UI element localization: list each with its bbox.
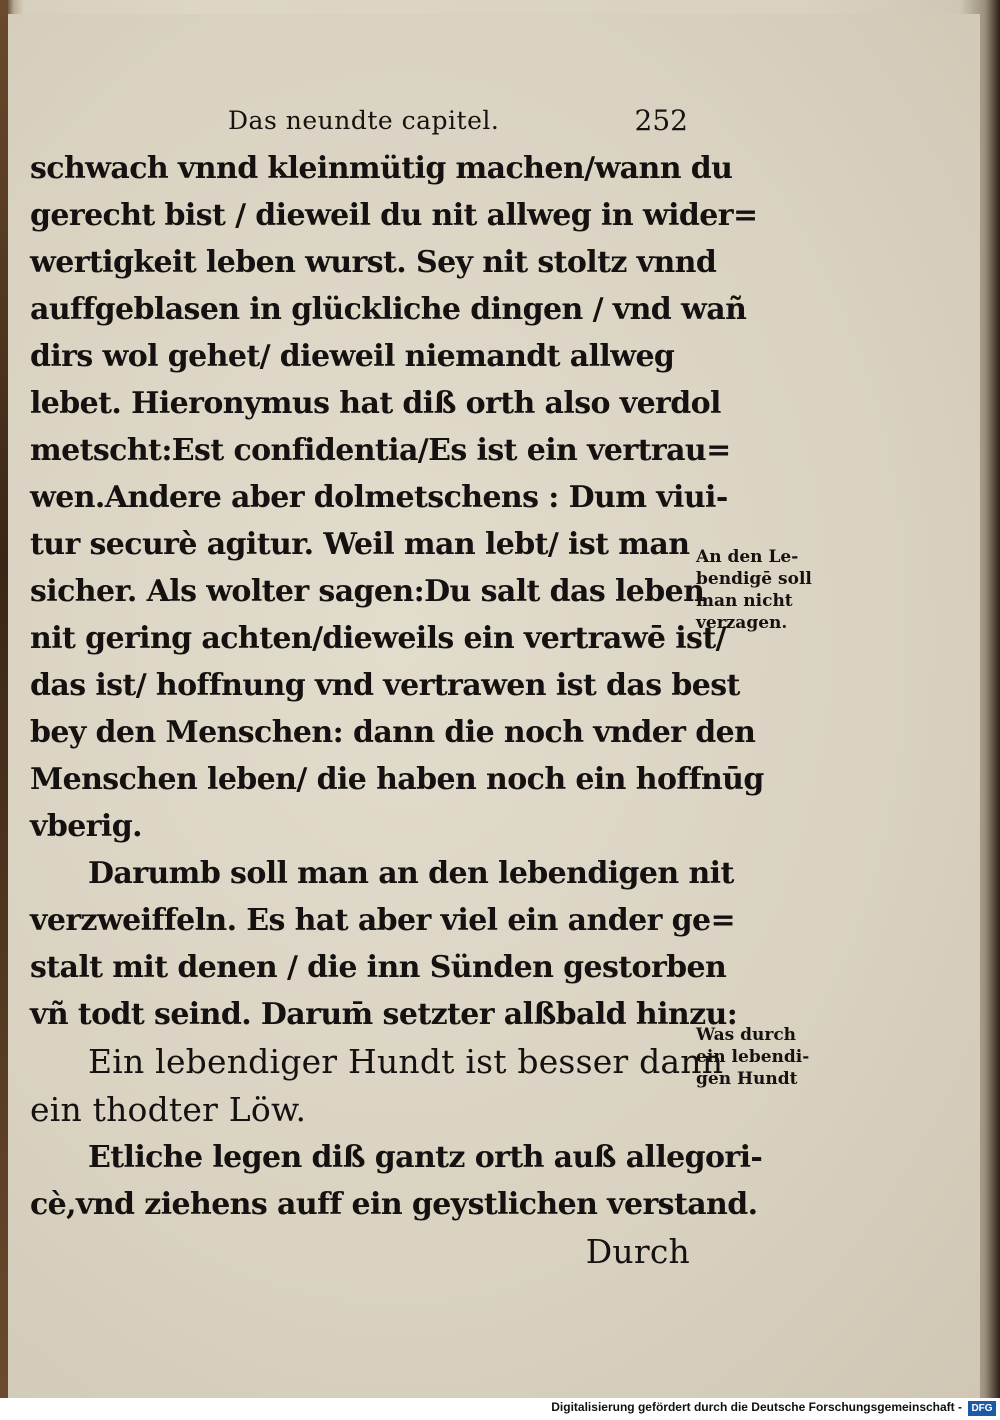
- text-line: nit gering achten/dieweils ein vertrawē ist/: [30, 621, 726, 656]
- margin-note-line: bendigē soll: [696, 569, 812, 589]
- text-line: metscht:Est confidentia/Es ist ein vertrau=: [30, 433, 731, 468]
- text-line: wen.Andere aber dolmetschens : Dum viui-: [30, 480, 728, 515]
- text-line: auffgeblasen in glückliche dingen / vnd wañ: [30, 292, 747, 327]
- text-line: dirs wol gehet/ dieweil niemandt allweg: [30, 339, 675, 374]
- text-line: vberig.: [30, 809, 142, 844]
- text-line: Darumb soll man an den lebendigen nit: [88, 856, 734, 891]
- text-line: verzweiffeln. Es hat aber viel ein ander ge=: [30, 903, 736, 938]
- margin-note: [696, 1024, 809, 1090]
- text-line: das ist/ hoffnung vnd vertrawen ist das best: [30, 668, 740, 703]
- text-line: wertigkeit leben wurst. Sey nit stoltz vnnd: [30, 245, 717, 280]
- margin-note-line: An den Le-: [696, 547, 799, 567]
- text-line: Menschen leben/ die haben noch ein hoffnūg: [30, 762, 764, 797]
- text-line: cè,vnd ziehens auff ein geystlichen verstand.: [30, 1187, 758, 1222]
- text-line: schwach vnnd kleinmütig machen/wann du: [30, 151, 733, 186]
- running-header: [228, 100, 688, 142]
- text-line-large: Ein lebendiger Hundt ist besser dann: [88, 1042, 724, 1081]
- text-line: lebet. Hieronymus hat diß orth also verdol: [30, 386, 721, 421]
- dfg-logo: DFG: [968, 1401, 996, 1416]
- text-line: Etliche legen diß gantz orth auß allegori-: [88, 1140, 763, 1175]
- text-line: tur securè agitur. Weil man lebt/ ist man: [30, 527, 690, 562]
- text-line: sicher. Als wolter sagen:Du salt das leben: [30, 574, 705, 609]
- page-number: 252: [634, 104, 688, 137]
- text-line: bey den Menschen: dann die noch vnder den: [30, 715, 756, 750]
- margin-note: [696, 546, 812, 634]
- margin-note-line: Was durch: [696, 1025, 797, 1045]
- text-line: stalt mit denen / die inn Sünden gestorben: [30, 950, 727, 985]
- text-line: vñ todt seind. Darum̄ setzter alßbald hinzu:: [30, 997, 738, 1032]
- running-head-title: Das neundte capitel.: [228, 106, 500, 135]
- margin-note-line: man nicht: [696, 591, 793, 611]
- text-line-large: ein thodter Löw.: [30, 1090, 307, 1129]
- text-line: gerecht bist / dieweil du nit allweg in wider=: [30, 198, 758, 233]
- margin-note-line: gen Hundt: [696, 1069, 798, 1089]
- book-spine-edge: [0, 0, 8, 1398]
- funding-notice: Digitalisierung gefördert durch die Deutsche Forschungsgemeinschaft -: [551, 1400, 962, 1414]
- catchword: Durch: [585, 1232, 690, 1271]
- footer-bar: [0, 1398, 1000, 1420]
- margin-note-line: verzagen.: [696, 613, 788, 633]
- margin-note-line: ein lebendi-: [696, 1047, 810, 1067]
